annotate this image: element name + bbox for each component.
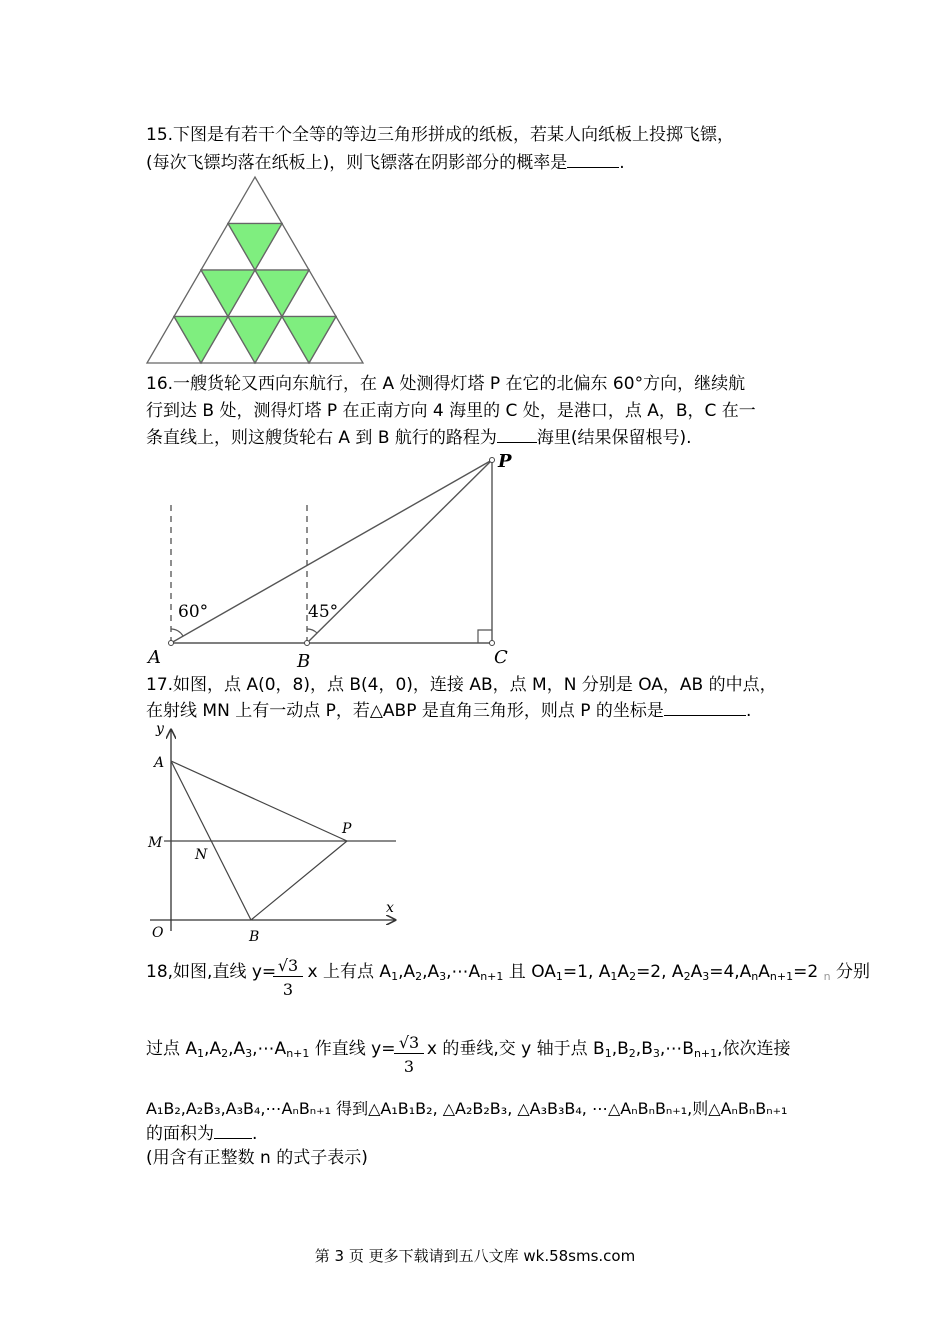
label-A: A (154, 755, 165, 771)
q17-coordinate-figure (140, 718, 410, 948)
q15-line-1: 15.下图是有若干个全等的等边三角形拼成的纸板，若某人向纸板上投掷飞镖， (146, 125, 735, 145)
label-B: B (297, 651, 311, 672)
q18-line-1: 18,如图,直线 y= x 上有点 $A_1,A_2,A_3,\cdots A_{n+1}$ 且 $OA_1=1$, $A_1A_2=2$, $A_2A_3=4,A_nA_{n+1}=2$ $_n$ 分别 (146, 962, 870, 983)
label-P: P (342, 821, 352, 837)
label-C: C (494, 647, 508, 668)
shaded-triangle (201, 270, 255, 317)
page-footer: 第 3 页 更多下载请到五八文库 wk.58sms.com (314, 1247, 636, 1265)
answer-blank (497, 426, 537, 443)
q16-navigation-figure (140, 445, 530, 675)
q16-line-3: 条直线上，则这艘货轮右 A 到 B 航行的路程为 海里(结果保留根号). (146, 428, 692, 448)
q15-triangle-figure (144, 174, 366, 366)
grid-triangle (228, 177, 282, 224)
label-M: M (148, 835, 163, 851)
q18-line-2: 过点 $A_1,A_2,A_3,\cdots A_{n+1}$ 作直线 y= x 的垂线,交 y 轴于点 $B_1,B_2,B_3,\cdots B_{n+1}$,依次连接 (146, 1039, 791, 1060)
q17-line-2: 在射线 MN 上有一动点 P，若△ABP 是直角三角形，则点 P 的坐标是 . (146, 701, 752, 721)
angle-45-label: 45° (308, 602, 339, 622)
shaded-triangle (228, 317, 282, 364)
q18-line-4: 的面积为 . (146, 1124, 258, 1144)
answer-blank (664, 699, 746, 716)
label-B: B (249, 929, 260, 945)
q15-line-2: (每次飞镖均落在纸板上)，则飞镖落在阴影部分的概率是 . (146, 153, 625, 173)
shaded-triangle (282, 317, 336, 364)
answer-blank (214, 1122, 252, 1139)
shaded-triangle (174, 317, 228, 364)
fraction-sqrt3-over-3: $\frac{√3}{3}$ (273, 956, 303, 1003)
angle-60-label: 60° (178, 602, 209, 622)
fraction-sqrt3-over-3: $\frac{√3}{3}$ (394, 1033, 424, 1080)
q15-text: (每次飞镖均落在纸板上)，则飞镖落在阴影部分的概率是 (146, 153, 568, 173)
q16-line-2: 行到达 B 处，测得灯塔 P 在正南方向 4 海里的 C 处，是港口，点 A，B，C 在一 (146, 401, 756, 421)
q16-line-1: 16.一艘货轮又西向东航行，在 A 处测得灯塔 P 在它的北偏东 60°方向，继续航 (146, 374, 746, 394)
q18-line-5: (用含有正整数 n 的式子表示) (146, 1148, 368, 1168)
shaded-triangle (255, 270, 309, 317)
label-O: O (152, 925, 164, 941)
label-N: N (195, 847, 208, 863)
axis-y-label: y (156, 721, 164, 737)
answer-blank (567, 151, 619, 168)
axis-x-label: x (386, 900, 394, 916)
label-A: A (148, 647, 161, 668)
q18-line-3: A₁B₂,A₂B₃,A₃B₄,⋯AₙBₙ₊₁ 得到△A₁B₁B₂, △A₂B₂B₃, △A₃B₃B₄, ⋯△AₙBₙBₙ₊₁,则△AₙBₙBₙ₊₁ (146, 1099, 788, 1118)
label-P: P (498, 451, 512, 472)
q17-line-1: 17.如图，点 A(0，8)，点 B(4，0)，连接 AB，点 M，N 分别是 OA，AB 的中点， (146, 675, 777, 695)
shaded-triangle (228, 224, 282, 271)
